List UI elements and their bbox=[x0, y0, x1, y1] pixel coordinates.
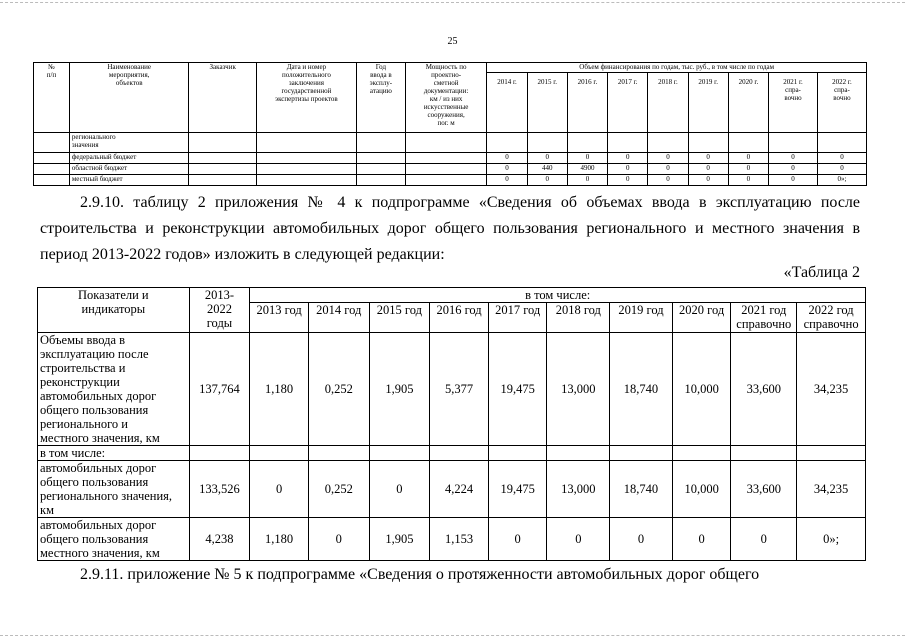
empty-cell bbox=[356, 133, 405, 153]
empty-cell bbox=[731, 446, 797, 461]
col-header-year-2016: 2016 г. bbox=[567, 73, 607, 133]
funding-value: 0 bbox=[817, 164, 866, 175]
funding-value: 0 bbox=[817, 153, 866, 164]
empty-cell bbox=[405, 133, 487, 153]
total-value: 137,764 bbox=[189, 333, 250, 446]
empty-cell bbox=[256, 164, 356, 175]
funding-value: 0 bbox=[527, 153, 567, 164]
empty-cell bbox=[189, 153, 256, 164]
empty-cell bbox=[256, 175, 356, 186]
year-value: 0 bbox=[488, 518, 547, 561]
col-header-year-2018: 2018 г. bbox=[648, 73, 688, 133]
funding-value: 0 bbox=[487, 164, 527, 175]
funding-value: 0 bbox=[487, 153, 527, 164]
funding-value: 0 bbox=[487, 175, 527, 186]
col-header-year-2017: 2017 г. bbox=[608, 73, 648, 133]
year-value: 0 bbox=[672, 518, 731, 561]
funding-value bbox=[567, 133, 607, 153]
col-header-year: Год ввода в эксплу- атацию bbox=[356, 63, 405, 133]
row-num-cell bbox=[34, 164, 70, 175]
col-header-approval: Дата и номер положительного заключения государственной экспертизы проектов bbox=[256, 63, 356, 133]
year-value: 34,235 bbox=[797, 461, 866, 518]
empty-cell bbox=[405, 153, 487, 164]
commissioning-table bbox=[37, 287, 866, 561]
empty-cell bbox=[610, 446, 673, 461]
paragraph-2-9-10: 2.9.10. таблицу 2 приложения № 4 к подпрограмме «Сведения об объемах ввода в эксплуатацию после строительства и реконструкции автомобильных дорог общего пользования регионального и местного значения в период 2013-2022 годов» изложить в следующей редакции: bbox=[40, 194, 860, 263]
year-value: 13,000 bbox=[547, 333, 610, 446]
funding-value: 0 bbox=[769, 153, 818, 164]
col-header-year: 2019 год bbox=[610, 303, 673, 333]
col-header-including: в том числе: bbox=[250, 288, 866, 303]
funding-value: 0 bbox=[688, 164, 728, 175]
year-value: 0,252 bbox=[308, 333, 369, 446]
year-value: 1,905 bbox=[369, 333, 430, 446]
year-value: 1,180 bbox=[250, 333, 309, 446]
year-value: 1,180 bbox=[250, 518, 309, 561]
funding-value bbox=[817, 133, 866, 153]
empty-cell bbox=[256, 133, 356, 153]
empty-cell bbox=[547, 446, 610, 461]
year-value: 4,224 bbox=[430, 461, 489, 518]
funding-value bbox=[527, 133, 567, 153]
empty-cell bbox=[488, 446, 547, 461]
col-header-indicators: Показатели и индикаторы bbox=[38, 288, 190, 333]
total-value: 133,526 bbox=[189, 461, 250, 518]
funding-value: 0 bbox=[567, 153, 607, 164]
row-label: федеральный бюджет bbox=[69, 153, 189, 164]
col-header-funding: Объем финансирования по годам, тыс. руб., в том числе по годам bbox=[487, 63, 867, 73]
year-value: 1,153 bbox=[430, 518, 489, 561]
indicator-label: автомобильных дорог общего пользования регионального значения, км bbox=[38, 461, 190, 518]
scan-edge-bottom bbox=[0, 635, 905, 636]
year-value: 10,000 bbox=[672, 333, 731, 446]
col-header-year: 2020 год bbox=[672, 303, 731, 333]
row-label: регионального значения bbox=[69, 133, 189, 153]
funding-value: 0 bbox=[688, 175, 728, 186]
funding-value: 440 bbox=[527, 164, 567, 175]
row-label: местный бюджет bbox=[69, 175, 189, 186]
empty-cell bbox=[405, 175, 487, 186]
funding-value bbox=[728, 133, 768, 153]
table-row bbox=[38, 518, 866, 561]
year-value: 34,235 bbox=[797, 333, 866, 446]
year-value: 0 bbox=[547, 518, 610, 561]
funding-value: 0 bbox=[769, 164, 818, 175]
col-header-capacity: Мощность по проектно- сметной документации: км / из них искусственные сооружения, пог. м bbox=[405, 63, 487, 133]
empty-cell bbox=[189, 446, 250, 461]
funding-value: 0»; bbox=[817, 175, 866, 186]
empty-cell bbox=[369, 446, 430, 461]
funding-value: 0 bbox=[728, 164, 768, 175]
year-value: 0 bbox=[308, 518, 369, 561]
funding-value bbox=[608, 133, 648, 153]
indicator-label: Объемы ввода в эксплуатацию после строительства и реконструкции автомобильных дорог общего пользования регионального и местного значения, км bbox=[38, 333, 190, 446]
funding-value: 0 bbox=[728, 175, 768, 186]
col-header-year-2014: 2014 г. bbox=[487, 73, 527, 133]
page-number: 25 bbox=[447, 36, 458, 47]
table-row bbox=[38, 333, 866, 446]
year-value: 19,475 bbox=[488, 461, 547, 518]
year-value: 13,000 bbox=[547, 461, 610, 518]
empty-cell bbox=[189, 164, 256, 175]
scan-edge-top bbox=[0, 2, 905, 3]
empty-cell bbox=[189, 133, 256, 153]
col-header-year: 2013 год bbox=[250, 303, 309, 333]
year-value: 0 bbox=[610, 518, 673, 561]
funding-value: 4900 bbox=[567, 164, 607, 175]
year-value: 18,740 bbox=[610, 333, 673, 446]
row-label: областной бюджет bbox=[69, 164, 189, 175]
funding-value bbox=[487, 133, 527, 153]
table-row bbox=[34, 175, 867, 186]
empty-cell bbox=[308, 446, 369, 461]
table-row bbox=[34, 133, 867, 153]
col-header-name: Наименование мероприятия, объектов bbox=[69, 63, 189, 133]
row-num-cell bbox=[34, 175, 70, 186]
funding-value: 0 bbox=[648, 164, 688, 175]
col-header-year: 2017 год bbox=[488, 303, 547, 333]
empty-cell bbox=[356, 175, 405, 186]
funding-value: 0 bbox=[567, 175, 607, 186]
funding-value bbox=[648, 133, 688, 153]
col-header-year: 2016 год bbox=[430, 303, 489, 333]
empty-cell bbox=[430, 446, 489, 461]
year-value: 33,600 bbox=[731, 333, 797, 446]
subheader-label: в том числе: bbox=[38, 446, 190, 461]
col-header-year-2021: 2021 г. спра- вочно bbox=[769, 73, 818, 133]
empty-cell bbox=[797, 446, 866, 461]
empty-cell bbox=[356, 164, 405, 175]
funding-table bbox=[33, 62, 867, 186]
funding-value: 0 bbox=[688, 153, 728, 164]
funding-value: 0 bbox=[648, 175, 688, 186]
year-value: 10,000 bbox=[672, 461, 731, 518]
year-value: 0 bbox=[250, 461, 309, 518]
col-header-customer: Заказчик bbox=[189, 63, 256, 133]
year-value: 0,252 bbox=[308, 461, 369, 518]
funding-value: 0 bbox=[608, 175, 648, 186]
col-header-year-2022: 2022 г. спра- вочно bbox=[817, 73, 866, 133]
subheader-row bbox=[38, 446, 866, 461]
col-header-num: № п/п bbox=[34, 63, 70, 133]
indicator-label: автомобильных дорог общего пользования местного значения, км bbox=[38, 518, 190, 561]
empty-cell bbox=[405, 164, 487, 175]
funding-value bbox=[688, 133, 728, 153]
year-value: 0 bbox=[731, 518, 797, 561]
col-header-year: 2015 год bbox=[369, 303, 430, 333]
year-value: 33,600 bbox=[731, 461, 797, 518]
col-header-year-2015: 2015 г. bbox=[527, 73, 567, 133]
col-header-year: 2014 год bbox=[308, 303, 369, 333]
empty-cell bbox=[672, 446, 731, 461]
col-header-year: 2018 год bbox=[547, 303, 610, 333]
funding-value: 0 bbox=[608, 153, 648, 164]
col-header-year-2020: 2020 г. bbox=[728, 73, 768, 133]
col-header-year-2019: 2019 г. bbox=[688, 73, 728, 133]
empty-cell bbox=[256, 153, 356, 164]
paragraph-2-9-11: 2.9.11. приложение № 5 к подпрограмме «Сведения о протяженности автомобильных дорог общего bbox=[80, 566, 760, 583]
table-row bbox=[34, 164, 867, 175]
funding-value: 0 bbox=[608, 164, 648, 175]
year-value: 5,377 bbox=[430, 333, 489, 446]
table-row bbox=[38, 461, 866, 518]
year-value: 1,905 bbox=[369, 518, 430, 561]
col-header-year: 2021 год справочно bbox=[731, 303, 797, 333]
year-value: 18,740 bbox=[610, 461, 673, 518]
table-caption: «Таблица 2 bbox=[783, 264, 860, 281]
funding-value bbox=[769, 133, 818, 153]
col-header-total: 2013- 2022 годы bbox=[189, 288, 250, 333]
col-header-year: 2022 год справочно bbox=[797, 303, 866, 333]
total-value: 4,238 bbox=[189, 518, 250, 561]
table-row bbox=[34, 153, 867, 164]
empty-cell bbox=[250, 446, 309, 461]
year-value: 0 bbox=[369, 461, 430, 518]
row-num-cell bbox=[34, 153, 70, 164]
empty-cell bbox=[356, 153, 405, 164]
funding-value: 0 bbox=[648, 153, 688, 164]
funding-value: 0 bbox=[769, 175, 818, 186]
year-value: 19,475 bbox=[488, 333, 547, 446]
row-num-cell bbox=[34, 133, 70, 153]
empty-cell bbox=[189, 175, 256, 186]
funding-value: 0 bbox=[728, 153, 768, 164]
year-value: 0»; bbox=[797, 518, 866, 561]
funding-value: 0 bbox=[527, 175, 567, 186]
